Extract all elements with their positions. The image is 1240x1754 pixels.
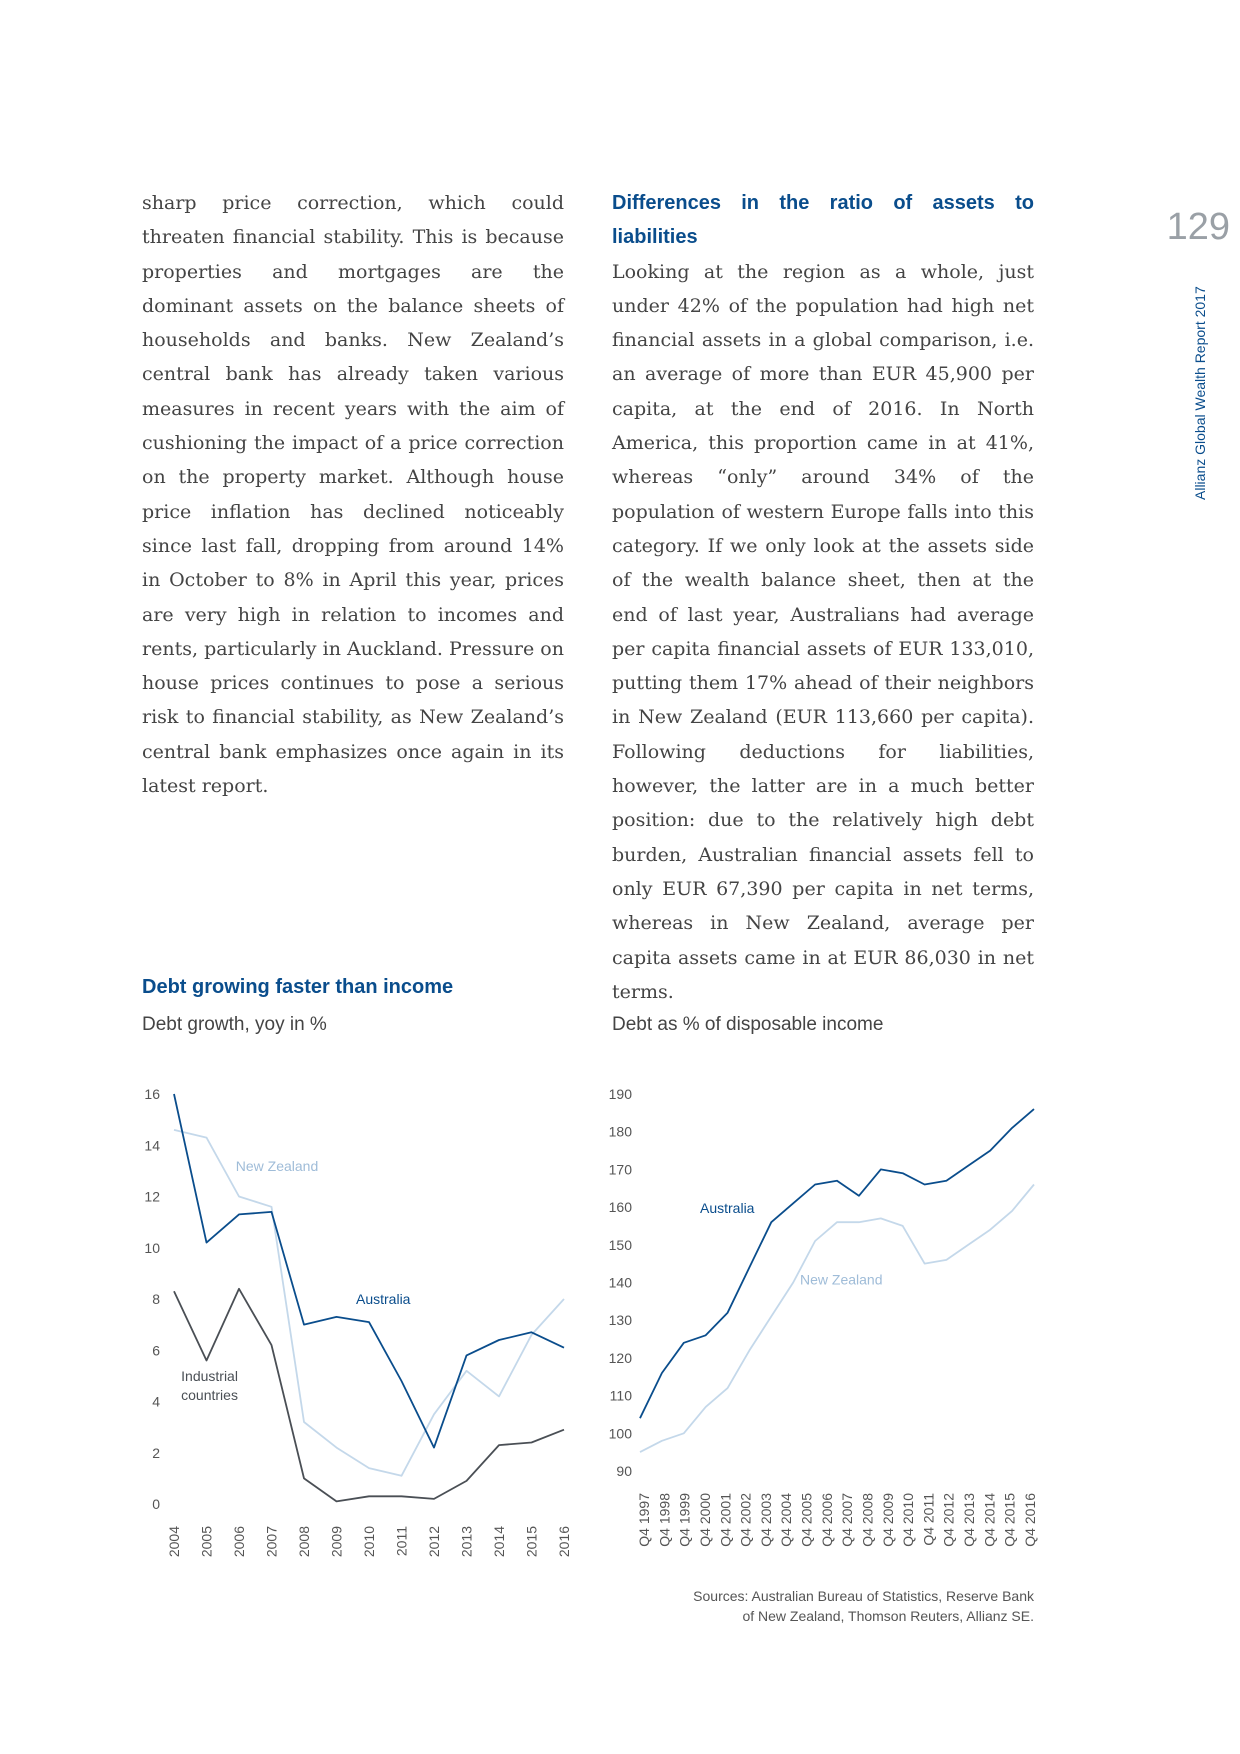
chart-2-xtick: Q4 2001: [717, 1493, 734, 1547]
sources-note: [640, 1586, 1034, 1626]
debt-income-chart: [600, 1070, 1050, 1560]
chart-1-label-new-zealand: New Zealand: [235, 1157, 319, 1174]
chart-2-xtick: Q4 2013: [961, 1493, 978, 1547]
chart-2-ytick: 160: [608, 1199, 632, 1216]
chart-1-title: Debt growth, yoy in %: [142, 1014, 327, 1035]
chart-2-ytick: 140: [608, 1274, 632, 1291]
chart-2-xtick: Q4 1999: [676, 1493, 693, 1547]
chart-2-label-australia: Australia: [700, 1199, 755, 1216]
chart-1-xtick: 2005: [198, 1526, 215, 1558]
chart-1-ytick: 6: [152, 1342, 160, 1359]
chart-2-xtick: Q4 2008: [859, 1493, 876, 1547]
series-line-australia: [640, 1109, 1034, 1418]
chart-1-xtick: 2010: [361, 1526, 377, 1558]
chart-1-xtick: 2008: [296, 1526, 312, 1558]
chart-1-xtick: 2014: [491, 1526, 507, 1558]
chart-1-xtick: 2004: [166, 1526, 182, 1558]
chart-1-ytick: 4: [152, 1393, 160, 1410]
chart-2-xtick: Q4 2016: [1022, 1493, 1038, 1547]
running-title: Allianz Global Wealth Report 2017: [1192, 286, 1208, 500]
sources-line-2: of New Zealand, Thomson Reuters, Allianz SE.: [742, 1608, 1034, 1624]
chart-1-ytick: 2: [152, 1444, 160, 1461]
chart-2-xtick: Q4 1998: [656, 1493, 673, 1547]
chart-2-ytick: 100: [608, 1425, 632, 1442]
chart-2-xtick: Q4 2005: [798, 1493, 815, 1547]
chart-2-xtick: Q4 2014: [981, 1493, 998, 1547]
chart-1-xtick: 2007: [263, 1526, 280, 1558]
page-number: 129: [1166, 206, 1230, 248]
section-heading: Differences in the ratio of assets to liabilities: [612, 192, 1034, 249]
sources-line-1: Sources: Australian Bureau of Statistics, Reserve Bank: [693, 1588, 1034, 1604]
chart-2-ytick: 170: [608, 1161, 632, 1178]
chart-1-ytick: 16: [144, 1086, 160, 1102]
chart-1-xtick: 2013: [458, 1526, 475, 1558]
chart-1-xtick: 2009: [328, 1526, 345, 1558]
chart-1-ytick: 0: [152, 1496, 160, 1512]
chart-2-xtick: Q4 2007: [839, 1493, 856, 1547]
chart-1-ytick: 8: [152, 1291, 160, 1307]
series-line-new-zealand: [640, 1185, 1034, 1453]
chart-2-ytick: 110: [609, 1387, 632, 1404]
chart-2-xtick: Q4 2003: [757, 1493, 774, 1547]
chart-2-xtick: Q4 2002: [737, 1493, 754, 1547]
chart-1-label-australia: Australia: [356, 1291, 411, 1308]
chart-1-ytick: 10: [144, 1239, 160, 1256]
chart-2-xtick: Q4 2010: [900, 1493, 917, 1547]
chart-1-xtick: 2012: [426, 1526, 442, 1558]
right-column: [612, 186, 1034, 1009]
chart-2-xtick: Q4 2000: [696, 1493, 713, 1547]
charts-heading: Debt growing faster than income: [142, 976, 454, 998]
left-column-text: sharp price correction, which could threaten financial stability. This is because properties and mortgages are the dominant assets on the balance sheets of households and banks. New Zealand’s central bank has already taken various measures in recent years with the aim of cushioning the impact of a price correction on the property market. Although house price inflation has declined noticeably since last fall, dropping from around 14% in October to 8% in April this year, prices are very high in relation to incomes and rents, particularly in Auckland. Pressure on house prices continues to pose a serious risk to financial stability, as New Zealand’s central bank emphasizes once again in its latest report.: [142, 192, 564, 798]
chart-2-xtick: Q4 2011: [920, 1493, 937, 1546]
chart-1-label-industrial: Industrial: [181, 1368, 238, 1384]
chart-2-label-new-zealand: New Zealand: [800, 1271, 883, 1288]
chart-2-title: Debt as % of disposable income: [612, 1014, 884, 1035]
chart-1-xtick: 2006: [231, 1526, 247, 1558]
chart-1-xtick: 2011: [393, 1526, 410, 1557]
chart-1-label-countries: countries: [181, 1387, 238, 1404]
chart-2-ytick: 130: [608, 1312, 632, 1329]
chart-2-ytick: 190: [608, 1086, 632, 1102]
chart-2-ytick: 180: [608, 1123, 632, 1140]
chart-2-ytick: 90: [616, 1463, 632, 1479]
debt-growth-chart: [130, 1070, 570, 1560]
chart-2-xtick: Q4 2012: [940, 1493, 957, 1547]
chart-2-ytick: 150: [608, 1236, 632, 1253]
chart-1-ytick: 14: [144, 1137, 160, 1154]
chart-2-xtick: Q4 2006: [818, 1493, 835, 1547]
chart-2-xtick: Q4 2009: [879, 1493, 896, 1547]
chart-2-xtick: Q4 1997: [636, 1493, 652, 1547]
chart-1-xtick: 2016: [556, 1526, 572, 1558]
chart-2-xtick: Q4 2015: [1001, 1493, 1018, 1547]
chart-2-ytick: 120: [608, 1349, 632, 1366]
right-column-text: Looking at the region as a whole, just under 42% of the population had high net financial assets in a global comparison, i.e. an average of more than EUR 45,900 per capita, at the end of 2016. In North America, this proportion came in at 41%, whereas “only” around 34% of the population of western Europe falls into this category. If we only look at the assets side of the wealth balance sheet, then at the end of last year, Australians had average per capita financial assets of EUR 133,010, putting them 17% ahead of their neighbors in New Zealand (EUR 113,660 per capita). Following deductions for liabilities, however, the latter are in a much better position: due to the relatively high debt burden, Australian financial assets fell to only EUR 67,390 per capita in net terms, whereas in New Zealand, average per capita assets came in at EUR 86,030 in net terms.: [612, 260, 1034, 1003]
chart-1-xtick: 2015: [523, 1526, 540, 1558]
chart-2-xtick: Q4 2004: [778, 1493, 795, 1547]
chart-1-ytick: 12: [144, 1188, 160, 1205]
